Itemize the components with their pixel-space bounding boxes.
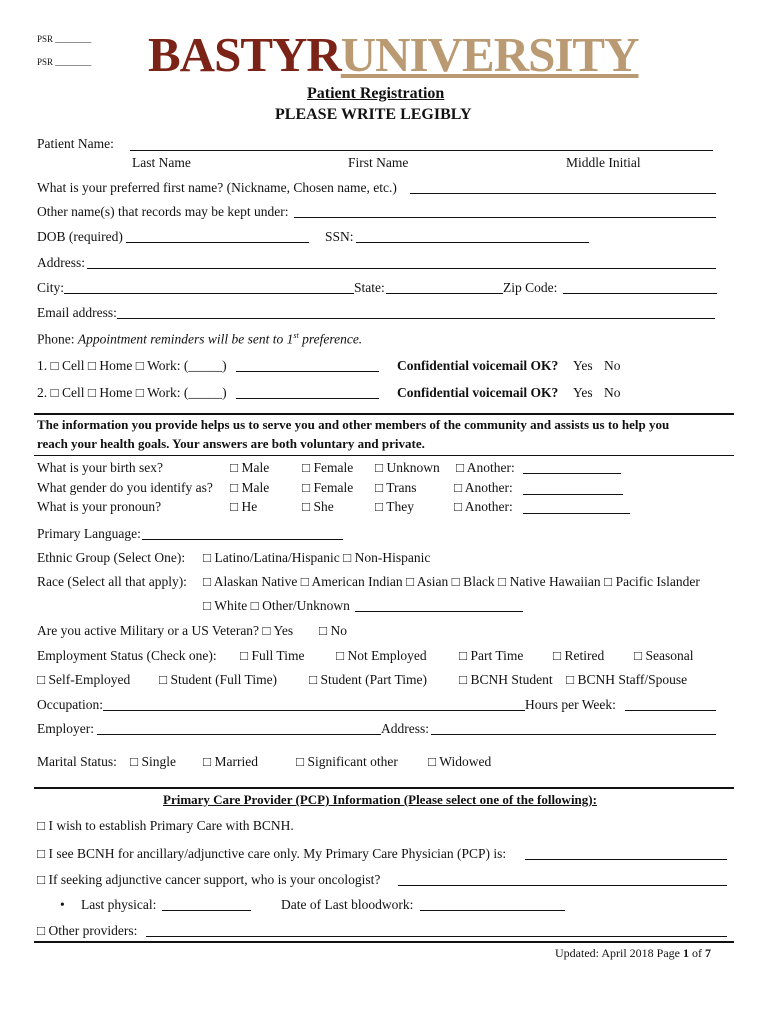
ssn-label: SSN: xyxy=(325,229,354,244)
phone-label-row xyxy=(37,331,362,348)
email-label: Email address: xyxy=(37,305,117,320)
last-bloodwork-field[interactable] xyxy=(420,910,565,911)
employment-label: Employment Status (Check one): xyxy=(37,648,217,663)
employer-address-field[interactable] xyxy=(431,734,716,735)
gender-another[interactable]: □ Another: xyxy=(454,480,513,495)
preferred-name-label: What is your preferred first name? (Nickname, Chosen name, etc.) xyxy=(37,180,397,195)
oncologist-field[interactable] xyxy=(398,885,727,886)
voicemail-1-label: Confidential voicemail OK? xyxy=(397,358,559,373)
employer-field[interactable] xyxy=(97,734,381,735)
gender-male[interactable]: □ Male xyxy=(230,480,270,495)
section-divider-1 xyxy=(34,413,734,415)
birth-sex-another-field[interactable] xyxy=(523,473,621,474)
logo-text-light: UNIVERSITY xyxy=(340,27,639,82)
gender-another-field[interactable] xyxy=(523,494,623,495)
info-note-line-2: reach your health goals. Your answers are both voluntary and private. xyxy=(37,436,425,451)
patient-name-field[interactable] xyxy=(130,150,713,151)
page-subtitle: PLEASE WRITE LEGIBLY xyxy=(275,106,472,123)
phone-note-end: preference. xyxy=(298,331,363,347)
phone-note: Appointment reminders will be sent to 1 xyxy=(77,331,294,347)
language-field[interactable] xyxy=(142,539,343,540)
pronoun-another-field[interactable] xyxy=(523,513,630,514)
hours-field[interactable] xyxy=(625,710,716,711)
state-label: State: xyxy=(354,280,385,295)
marital-significant-other[interactable]: □ Significant other xyxy=(296,754,398,769)
voicemail-1-yes[interactable]: Yes xyxy=(573,358,593,373)
birth-sex-another[interactable]: □ Another: xyxy=(456,460,515,475)
info-note-underline xyxy=(34,455,734,456)
military-no[interactable]: □ No xyxy=(319,623,348,638)
emp-bcnh-student[interactable]: □ BCNH Student xyxy=(459,672,553,687)
psr-field-2[interactable]: PSR ________ xyxy=(37,57,92,67)
pronoun-they[interactable]: □ They xyxy=(375,499,415,514)
address-label: Address: xyxy=(37,255,85,270)
ssn-field[interactable] xyxy=(356,242,589,243)
marital-widowed[interactable]: □ Widowed xyxy=(428,754,492,769)
marital-single[interactable]: □ Single xyxy=(130,754,177,769)
pronoun-he[interactable]: □ He xyxy=(230,499,258,514)
occupation-field[interactable] xyxy=(103,710,525,711)
last-name-label: Last Name xyxy=(132,155,191,170)
pronoun-label: What is your pronoun? xyxy=(37,499,162,514)
dob-label: DOB (required) xyxy=(37,229,123,244)
middle-initial-label: Middle Initial xyxy=(566,155,641,170)
preferred-name-field[interactable] xyxy=(410,193,716,194)
race-label: Race (Select all that apply): xyxy=(37,574,187,589)
ethnic-options[interactable]: □ Latino/Latina/Hispanic □ Non-Hispanic xyxy=(203,550,431,565)
city-label: City: xyxy=(37,280,65,295)
race-options-1[interactable]: □ Alaskan Native □ American Indian □ Asian □ Black □ Native Hawaiian □ Pacific Islander xyxy=(203,574,700,589)
zip-field[interactable] xyxy=(563,293,717,294)
emp-part-time[interactable]: □ Part Time xyxy=(459,648,524,663)
emp-bcnh-staff[interactable]: □ BCNH Staff/Spouse xyxy=(566,672,688,687)
emp-retired[interactable]: □ Retired xyxy=(553,648,605,663)
pcp-option-oncologist[interactable]: □ If seeking adjunctive cancer support, who is your oncologist? xyxy=(37,872,381,887)
voicemail-1-no[interactable]: No xyxy=(604,358,621,373)
info-note-line-1: The information you provide helps us to serve you and other members of the community and assists us to help you xyxy=(37,417,670,432)
language-label: Primary Language: xyxy=(37,526,141,541)
university-logo xyxy=(148,26,638,83)
pronoun-another[interactable]: □ Another: xyxy=(454,499,513,514)
phone-note-sup: st xyxy=(293,331,299,340)
zip-label: Zip Code: xyxy=(503,280,558,295)
pcp-option-ancillary[interactable]: □ I see BCNH for ancillary/adjunctive care only. My Primary Care Physician (PCP) is: xyxy=(37,846,507,861)
state-field[interactable] xyxy=(386,293,503,294)
phone-1-field[interactable] xyxy=(236,371,379,372)
footer-page-total: 7 xyxy=(704,946,711,960)
page-title: Patient Registration xyxy=(307,85,445,102)
birth-sex-label: What is your birth sex? xyxy=(37,460,163,475)
emp-student-part[interactable]: □ Student (Part Time) xyxy=(309,672,428,687)
emp-self-employed[interactable]: □ Self-Employed xyxy=(37,672,131,687)
logo-text-bold: BASTYR xyxy=(148,27,341,82)
voicemail-2-label: Confidential voicemail OK? xyxy=(397,385,559,400)
footer-updated: Updated: April 2018 Page xyxy=(555,946,683,960)
section-divider-2 xyxy=(34,787,734,789)
phone-label: Phone: xyxy=(37,331,75,347)
voicemail-2-yes[interactable]: Yes xyxy=(573,385,593,400)
emp-student-full[interactable]: □ Student (Full Time) xyxy=(159,672,278,687)
birth-sex-male[interactable]: □ Male xyxy=(230,460,270,475)
birth-sex-female[interactable]: □ Female xyxy=(302,460,354,475)
phone-1-options[interactable]: 1. □ Cell □ Home □ Work: (_____) xyxy=(37,358,227,373)
military-question[interactable]: Are you active Military or a US Veteran? □ Yes xyxy=(37,623,294,638)
patient-name-label: Patient Name: xyxy=(37,136,114,151)
pcp-heading: Primary Care Provider (PCP) Information (Please select one of the following): xyxy=(163,792,597,807)
ethnic-label: Ethnic Group (Select One): xyxy=(37,550,186,565)
psr-field-1[interactable]: PSR ________ xyxy=(37,34,92,44)
footer-divider xyxy=(34,941,734,943)
gender-label: What gender do you identify as? xyxy=(37,480,213,495)
email-field[interactable] xyxy=(117,318,715,319)
address-field[interactable] xyxy=(87,268,716,269)
dob-field[interactable] xyxy=(126,242,309,243)
hours-label: Hours per Week: xyxy=(525,697,616,712)
other-names-label: Other name(s) that records may be kept under: xyxy=(37,204,289,219)
page-footer xyxy=(555,946,711,961)
other-providers-option[interactable]: □ Other providers: xyxy=(37,923,138,938)
emp-full-time[interactable]: □ Full Time xyxy=(240,648,305,663)
birth-sex-unknown[interactable]: □ Unknown xyxy=(375,460,440,475)
race-options-2[interactable]: □ White □ Other/Unknown xyxy=(203,598,350,613)
phone-2-options[interactable]: 2. □ Cell □ Home □ Work: (_____) xyxy=(37,385,227,400)
pronoun-she[interactable]: □ She xyxy=(302,499,334,514)
occupation-label: Occupation: xyxy=(37,697,103,712)
marital-label: Marital Status: xyxy=(37,754,117,769)
footer-page-num: 1 xyxy=(682,946,689,960)
employer-address-label: Address: xyxy=(381,721,429,736)
pcp-physician-field[interactable] xyxy=(525,859,727,860)
marital-married[interactable]: □ Married xyxy=(203,754,259,769)
other-providers-field[interactable] xyxy=(146,936,727,937)
race-other-field[interactable] xyxy=(355,611,523,612)
phone-2-field[interactable] xyxy=(236,398,379,399)
gender-female[interactable]: □ Female xyxy=(302,480,354,495)
voicemail-2-no[interactable]: No xyxy=(604,385,621,400)
employer-label: Employer: xyxy=(37,721,94,736)
emp-seasonal[interactable]: □ Seasonal xyxy=(634,648,694,663)
footer-of: of xyxy=(688,946,705,960)
pcp-option-establish[interactable]: □ I wish to establish Primary Care with BCNH. xyxy=(37,818,294,833)
last-bloodwork-label: Date of Last bloodwork: xyxy=(281,897,414,912)
last-physical-field[interactable] xyxy=(162,910,251,911)
first-name-label: First Name xyxy=(348,155,409,170)
city-field[interactable] xyxy=(64,293,354,294)
bullet-icon: • xyxy=(60,897,65,912)
last-physical-label: Last physical: xyxy=(81,897,157,912)
emp-not-employed[interactable]: □ Not Employed xyxy=(336,648,427,663)
gender-trans[interactable]: □ Trans xyxy=(375,480,417,495)
other-names-field[interactable] xyxy=(294,217,716,218)
